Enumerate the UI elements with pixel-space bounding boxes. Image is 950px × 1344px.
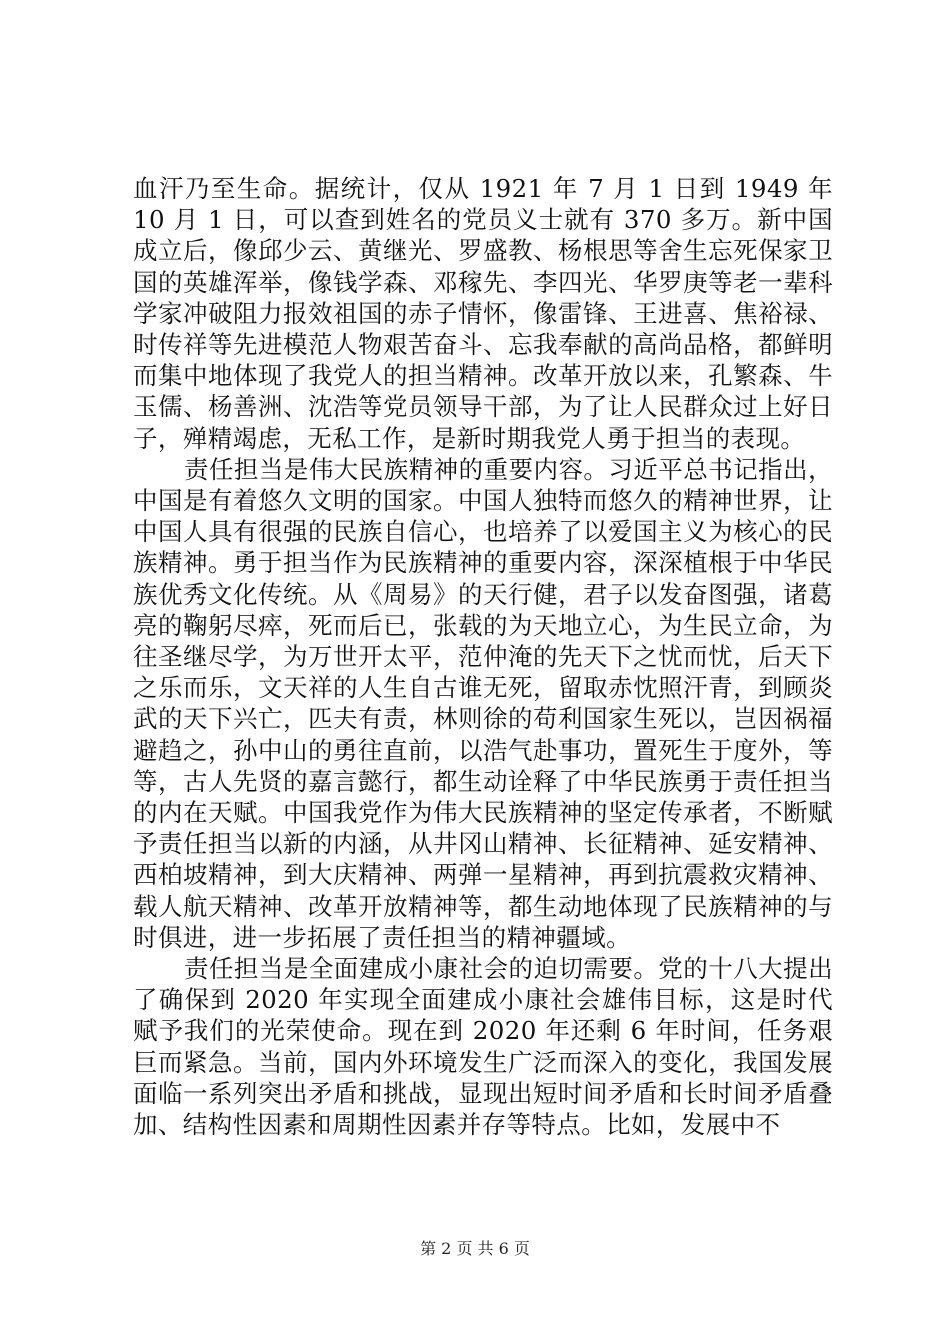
document-body	[133, 173, 833, 1140]
page-footer: 第 2 页 共 6 页	[420, 1239, 530, 1258]
paragraph-xiaokang: 责任担当是全面建成小康社会的迫切需要。党的十八大提出了确保到 2020 年实现全面建成小康社会雄伟目标，这是时代赋予我们的光荣使命。现在到 2020 年还剩 6 年时间，任务艰巨而紧急。当前，国内外环境发生广泛而深入的变化，我国发展面临一系列突出矛盾和挑战，显现出短时间矛盾和长时间矛盾叠加、结构性因素和周期性因素并存等特点。比如，发展中不	[133, 954, 833, 1140]
paragraph-national-spirit: 责任担当是伟大民族精神的重要内容。习近平总书记指出，中国是有着悠久文明的国家。中国人独特而悠久的精神世界，让中国人具有很强的民族自信心，也培养了以爱国主义为核心的民族精神。勇于担当作为民族精神的重要内容，深深植根于中华民族优秀文化传统。从《周易》的天行健，君子以发奋图强，诸葛亮的鞠躬尽瘁，死而后已，张载的为天地立心，为生民立命，为往圣继尽学，为万世开太平，范仲淹的先天下之忧而忧，后天下之乐而乐，文天祥的人生自古谁无死，留取赤忱照汗青，到顾炎武的天下兴亡，匹夫有责，林则徐的苟利国家生死以，岂因祸福避趋之，孙中山的勇往直前，以浩气赴事功，置死生于度外，等等，古人先贤的嘉言懿行，都生动诠释了中华民族勇于责任担当的内在天赋。中国我党作为伟大民族精神的坚定传承者，不断赋予责任担当以新的内涵，从井冈山精神、长征精神、延安精神、西柏坡精神，到大庆精神、两弹一星精神，再到抗震救灾精神、载人航天精神、改革开放精神等，都生动地体现了民族精神的与时俱进，进一步拓展了责任担当的精神疆域。	[133, 454, 833, 952]
paragraph-martyrs: 血汗乃至生命。据统计，仅从 1921 年 7 月 1 日到 1949 年 10 月 1 日，可以查到姓名的党员义士就有 370 多万。新中国成立后，像邱少云、黄继光、罗盛教、杨根思等舍生忘死保家卫国的英雄浑举，像钱学森、邓稼先、李四光、华罗庚等老一辈科学家冲破阻力报效祖国的赤子情怀，像雷锋、王进喜、焦裕禄、时传祥等先进模范人物艰苦奋斗、忘我奉献的高尚品格，都鲜明而集中地体现了我党人的担当精神。改革开放以来，孔繁森、牛玉儒、杨善洲、沈浩等党员领导干部，为了让人民群众过上好日子，殚精竭虑，无私工作，是新时期我党人勇于担当的表现。	[133, 174, 833, 453]
